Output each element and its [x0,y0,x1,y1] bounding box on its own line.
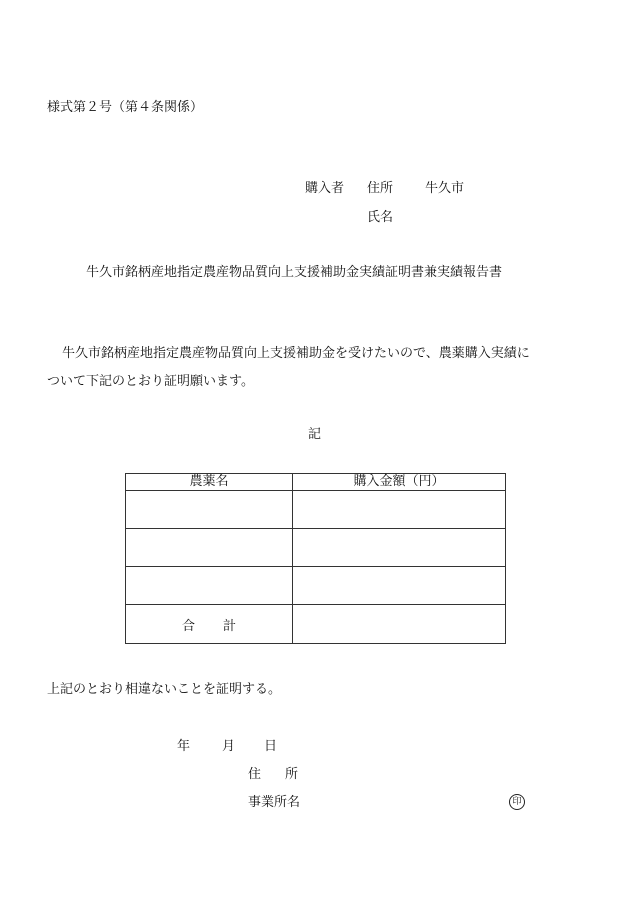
business-name-label: 事業所名 [248,795,301,810]
header-pesticide-name: 農薬名 [126,474,293,491]
date-day-label: 日 [264,739,278,754]
purchaser-address-value: 牛久市 [425,181,465,196]
signatory-address-label: 住所 [248,767,323,782]
table-row [126,567,506,605]
date-month-label: 月 [222,739,236,754]
table-total-row [126,605,506,644]
purchase-amount-cell[interactable] [293,567,506,605]
purchase-amount-cell[interactable] [293,529,506,567]
form-number: 様式第２号（第４条関係） [47,100,204,115]
table-row [126,529,506,567]
purchaser-name-label: 氏名 [367,210,394,225]
pesticide-purchase-table [125,473,506,644]
total-label: 合計 [126,605,293,644]
seal-icon: 印 [509,794,525,810]
table-row [126,491,506,529]
body-text-line-1: 牛久市銘柄産地指定農産物品質向上支援補助金を受けたいので、農薬購入実績に [62,346,530,361]
purchaser-address-label: 住所 [367,181,394,196]
date-year-label: 年 [177,739,191,754]
purchase-amount-cell[interactable] [293,491,506,529]
pesticide-name-cell[interactable] [126,529,293,567]
total-amount-cell[interactable] [293,605,506,644]
pesticide-name-cell[interactable] [126,491,293,529]
body-text-line-2: ついて下記のとおり証明願います。 [47,374,254,389]
purchaser-label: 購入者 [305,181,345,196]
ki-label: 記 [308,427,322,442]
certification-statement: 上記のとおり相違ないことを証明する。 [47,682,282,697]
header-purchase-amount: 購入金額（円） [293,474,506,491]
document-title: 牛久市銘柄産地指定農産物品質向上支援補助金実績証明書兼実績報告書 [86,265,503,280]
table-header-row [126,474,506,491]
pesticide-name-cell[interactable] [126,567,293,605]
